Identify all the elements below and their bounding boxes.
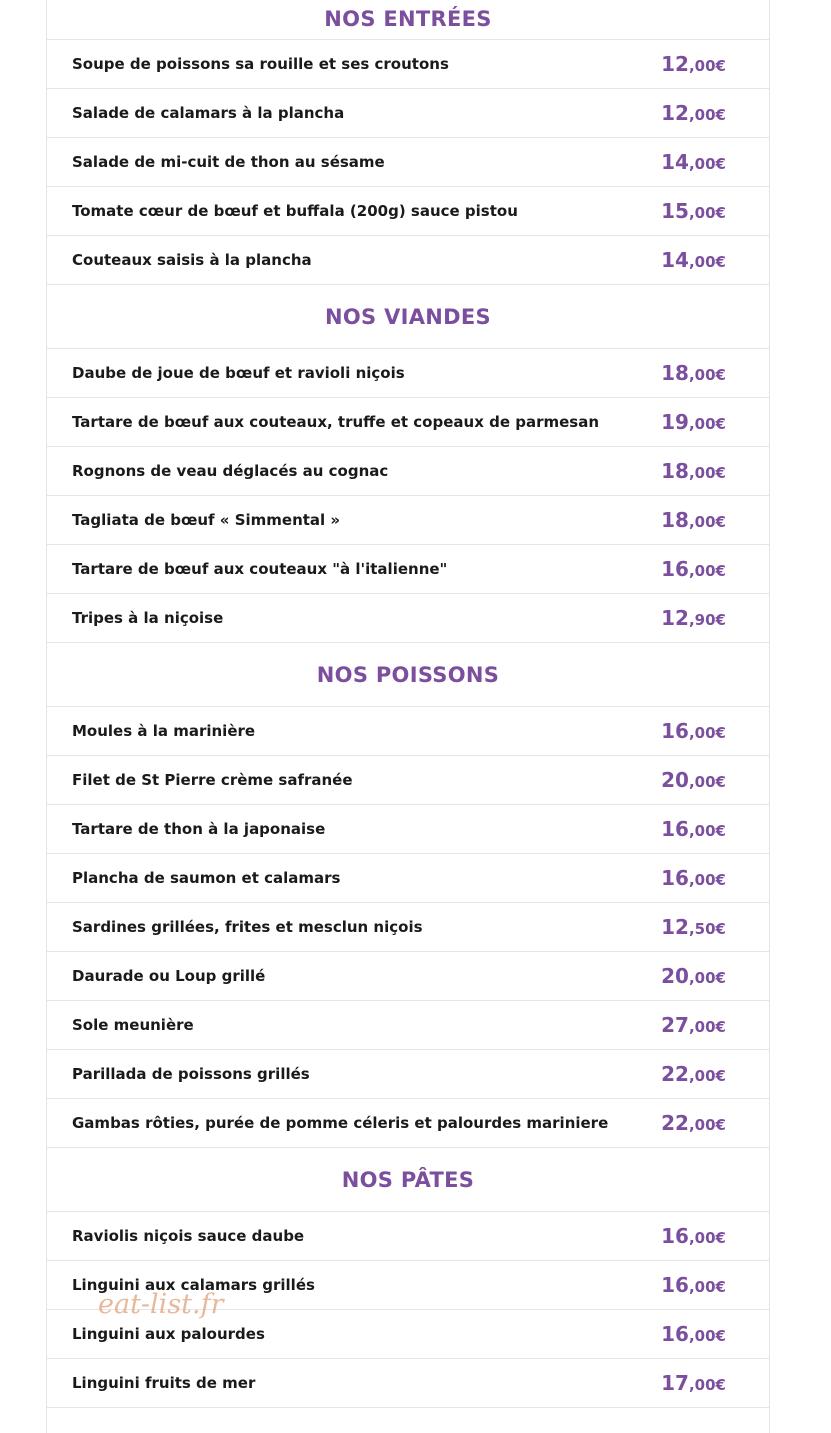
menu-item-row [47, 854, 769, 903]
price-integer: 15 [661, 199, 689, 223]
menu-item-row [47, 40, 769, 89]
price-integer: 16 [661, 1273, 689, 1297]
menu-item-row [47, 1212, 769, 1261]
menu-item-price [661, 915, 726, 939]
menu-item-name: Tripes à la niçoise [72, 609, 224, 627]
menu-item-row [47, 349, 769, 398]
menu-container [46, 0, 770, 1433]
price-decimal: ,00€ [688, 773, 726, 791]
price-integer: 16 [661, 557, 689, 581]
menu-item-row [47, 1310, 769, 1359]
price-decimal: ,50€ [688, 920, 726, 938]
menu-item-price [661, 768, 726, 792]
section-title: NOS PÂTES [341, 1167, 475, 1192]
price-decimal: ,00€ [688, 1278, 726, 1296]
menu-item-name: Filet de St Pierre crème safranée [72, 771, 353, 789]
section-header [47, 643, 769, 707]
menu-item-price [661, 606, 726, 630]
price-integer: 18 [661, 459, 689, 483]
menu-item-price [661, 1322, 726, 1346]
menu-item-price [661, 101, 726, 125]
price-integer: 22 [661, 1062, 689, 1086]
watermark: eat-list.fr [98, 1289, 224, 1320]
menu-item-name: Linguini fruits de mer [72, 1374, 256, 1392]
section-title: NOS VIANDES [325, 304, 491, 329]
menu-item-price [661, 557, 726, 581]
menu-item-name: Tomate cœur de bœuf et buffala (200g) sauce pistou [72, 202, 518, 220]
price-integer: 12 [661, 52, 689, 76]
menu-item-price [661, 1111, 726, 1135]
menu-item-price [661, 964, 726, 988]
menu-item-price [661, 1013, 726, 1037]
menu-item-row [47, 594, 769, 643]
menu-item-name: Daurade ou Loup grillé [72, 967, 266, 985]
menu-item-row [47, 1359, 769, 1408]
price-integer: 16 [661, 1322, 689, 1346]
price-decimal: ,00€ [688, 513, 726, 531]
menu-item-price [661, 1371, 726, 1395]
menu-item-row [47, 1099, 769, 1148]
price-decimal: ,00€ [688, 724, 726, 742]
price-integer: 16 [661, 1224, 689, 1248]
menu-item-row [47, 1050, 769, 1099]
menu-item-name: Salade de mi-cuit de thon au sésame [72, 153, 385, 171]
menu-item-row [47, 903, 769, 952]
price-integer: 12 [661, 606, 689, 630]
menu-item-row [47, 1261, 769, 1310]
price-integer: 20 [661, 964, 689, 988]
menu-item-name: Parillada de poissons grillés [72, 1065, 310, 1083]
menu-item-row [47, 187, 769, 236]
price-decimal: ,00€ [688, 1067, 726, 1085]
price-integer: 20 [661, 768, 689, 792]
menu-item-price [661, 459, 726, 483]
menu-item-name: Couteaux saisis à la plancha [72, 251, 312, 269]
price-integer: 16 [661, 719, 689, 743]
menu-item-row [47, 1001, 769, 1050]
menu-item-name: Rognons de veau déglacés au cognac [72, 462, 389, 480]
price-integer: 16 [661, 817, 689, 841]
price-integer: 12 [661, 915, 689, 939]
menu-item-name: Sole meunière [72, 1016, 194, 1034]
price-decimal: ,00€ [688, 1018, 726, 1036]
price-decimal: ,00€ [688, 155, 726, 173]
price-decimal: ,00€ [688, 969, 726, 987]
price-integer: 19 [661, 410, 689, 434]
price-integer: 16 [661, 866, 689, 890]
price-decimal: ,00€ [688, 415, 726, 433]
menu-item-name: Linguini aux calamars grillés [72, 1276, 315, 1294]
menu-item-name: Tagliata de bœuf « Simmental » [72, 511, 341, 529]
menu-item-price [661, 150, 726, 174]
section-title: NOS POISSONS [316, 662, 500, 687]
menu-item-name: Tartare de bœuf aux couteaux, truffe et copeaux de parmesan [72, 413, 600, 431]
menu-item-name: Soupe de poissons sa rouille et ses croutons [72, 55, 449, 73]
price-decimal: ,00€ [688, 204, 726, 222]
price-decimal: ,00€ [688, 562, 726, 580]
menu-item-price [661, 248, 726, 272]
menu-item-price [661, 508, 726, 532]
menu-item-row [47, 952, 769, 1001]
menu-item-name: Moules à la marinière [72, 722, 256, 740]
section-header [47, 285, 769, 349]
section-header [47, 1148, 769, 1212]
price-decimal: ,00€ [688, 106, 726, 124]
menu-item-price [661, 52, 726, 76]
price-decimal: ,00€ [688, 57, 726, 75]
section-header [47, 0, 769, 40]
menu-item-price [661, 1062, 726, 1086]
menu-item-price [661, 361, 726, 385]
menu-item-price [661, 410, 726, 434]
price-integer: 18 [661, 361, 689, 385]
price-decimal: ,00€ [688, 1229, 726, 1247]
menu-item-row [47, 707, 769, 756]
price-integer: 22 [661, 1111, 689, 1135]
price-integer: 14 [661, 150, 689, 174]
menu-item-price [661, 1273, 726, 1297]
menu-item-row [47, 89, 769, 138]
price-integer: 14 [661, 248, 689, 272]
menu-item-name: Gambas rôties, purée de pomme céleris et palourdes mariniere [72, 1114, 609, 1132]
menu-item-price [661, 719, 726, 743]
menu-item-name: Tartare de bœuf aux couteaux "à l'italienne" [72, 560, 448, 578]
menu-item-name: Tartare de thon à la japonaise [72, 820, 326, 838]
menu-item-name: Plancha de saumon et calamars [72, 869, 341, 887]
menu-item-row [47, 756, 769, 805]
menu-item-name: Linguini aux palourdes [72, 1325, 265, 1343]
price-decimal: ,00€ [688, 366, 726, 384]
menu-item-name: Daube de joue de bœuf et ravioli niçois [72, 364, 405, 382]
price-decimal: ,00€ [688, 253, 726, 271]
menu-item-name: Sardines grillées, frites et mesclun niçois [72, 918, 423, 936]
menu-item-row [47, 805, 769, 854]
menu-item-row [47, 447, 769, 496]
price-decimal: ,00€ [688, 1116, 726, 1134]
menu-item-row [47, 545, 769, 594]
menu-item-row [47, 138, 769, 187]
price-decimal: ,00€ [688, 871, 726, 889]
price-decimal: ,00€ [688, 1376, 726, 1394]
price-integer: 12 [661, 101, 689, 125]
menu-item-name: Salade de calamars à la plancha [72, 104, 345, 122]
menu-item-row [47, 398, 769, 447]
price-integer: 17 [661, 1371, 689, 1395]
price-decimal: ,90€ [688, 611, 726, 629]
menu-item-row [47, 496, 769, 545]
menu-item-price [661, 866, 726, 890]
price-integer: 27 [661, 1013, 689, 1037]
menu-item-price [661, 1224, 726, 1248]
menu-item-price [661, 817, 726, 841]
price-decimal: ,00€ [688, 822, 726, 840]
menu-item-name: Raviolis niçois sauce daube [72, 1227, 305, 1245]
price-integer: 18 [661, 508, 689, 532]
price-decimal: ,00€ [688, 464, 726, 482]
menu-item-price [661, 199, 726, 223]
menu-item-row [47, 236, 769, 285]
section-title: NOS ENTRÉES [324, 6, 492, 31]
price-decimal: ,00€ [688, 1327, 726, 1345]
